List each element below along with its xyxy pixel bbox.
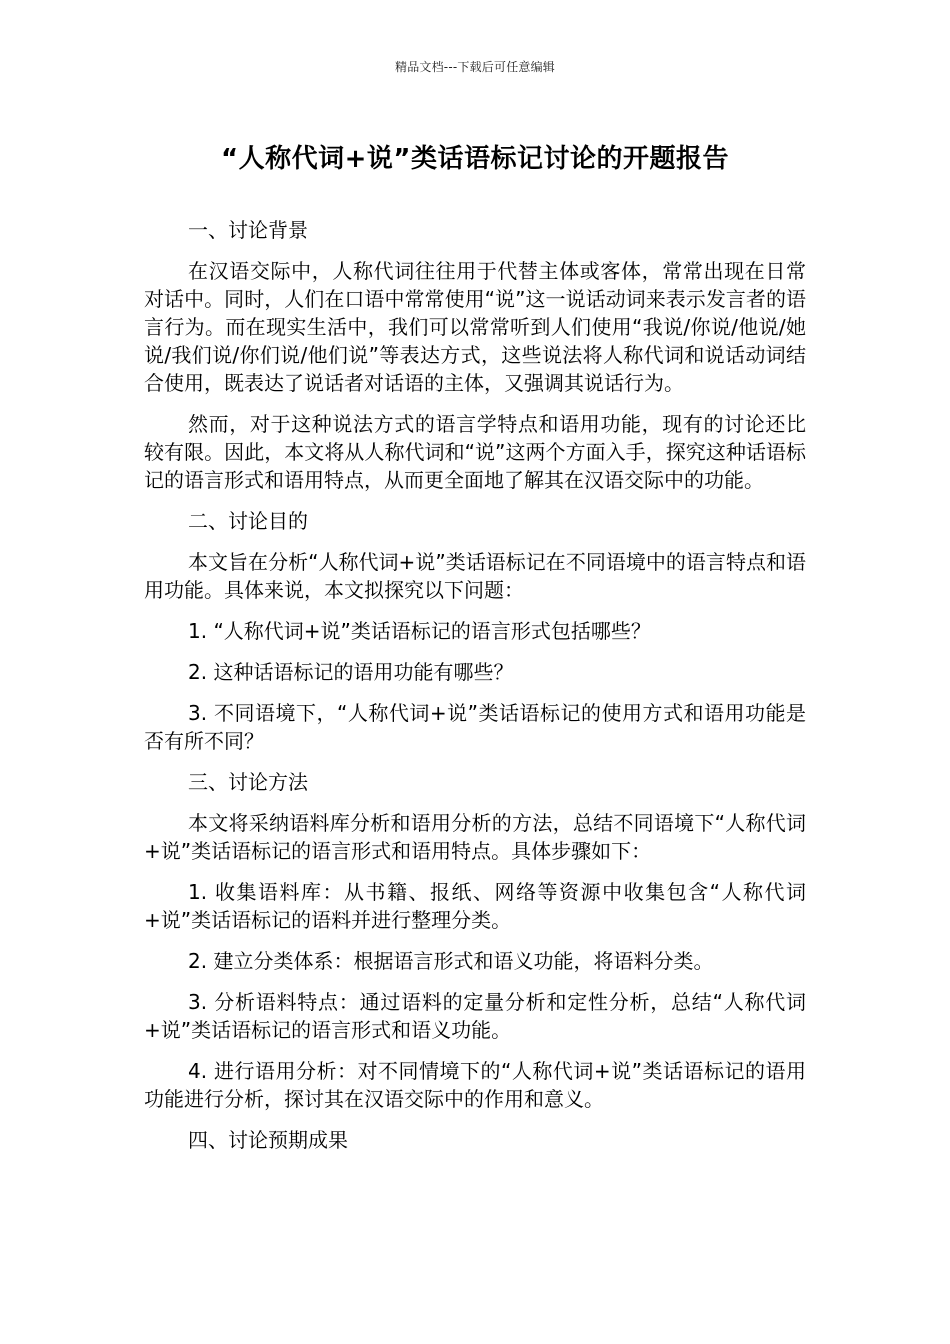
section-heading-method: 三、讨论方法	[188, 770, 308, 794]
header-note: 精品文档---下载后可任意编辑	[395, 60, 555, 74]
question-item-2: 2. 这种话语标记的语用功能有哪些？	[188, 660, 514, 684]
section-heading-purpose: 二、讨论目的	[188, 509, 308, 533]
document-title: “人称代词+说”类话语标记讨论的开题报告	[221, 144, 729, 174]
method-step-3: 3. 分析语料特点：通过语料的定量分析和定性分析，总结“人称代词+说”类话语标记的语言形式和语义功能。	[144, 990, 806, 1042]
paragraph-method: 本文将采纳语料库分析和语用分析的方法，总结不同语境下“人称代词+说”类话语标记的语言形式和语用特点。具体步骤如下：	[144, 811, 806, 863]
question-item-3: 3. 不同语境下，“人称代词+说”类话语标记的使用方式和语用功能是否有所不同？	[144, 701, 806, 753]
question-item-1: 1. “人称代词+说”类话语标记的语言形式包括哪些？	[188, 619, 651, 643]
method-step-4: 4. 进行语用分析：对不同情境下的“人称代词+说”类话语标记的语用功能进行分析，探讨其在汉语交际中的作用和意义。	[144, 1059, 806, 1111]
method-step-2: 2. 建立分类体系：根据语言形式和语义功能，将语料分类。	[188, 949, 714, 973]
paragraph-background-2: 然而，对于这种说法方式的语言学特点和语用功能，现有的讨论还比较有限。因此，本文将从人称代词和“说”这两个方面入手，探究这种话语标记的语言形式和语用特点，从而更全面地了解其在汉语交际中的功能。	[144, 412, 806, 492]
method-step-1: 1. 收集语料库：从书籍、报纸、网络等资源中收集包含“人称代词+说”类话语标记的语料并进行整理分类。	[144, 880, 806, 932]
paragraph-background-1: 在汉语交际中，人称代词往往用于代替主体或客体，常常出现在日常对话中。同时，人们在口语中常常使用“说”这一说话动词来表示发言者的语言行为。而在现实生活中，我们可以常常听到人们使用“我说/你说/他说/她说/我们说/你们说/他们说”等表达方式，这些说法将人称代词和说话动词结合使用，既表达了说话者对话语的主体，又强调其说话行为。	[144, 259, 806, 395]
section-heading-expected-results: 四、讨论预期成果	[188, 1128, 348, 1152]
paragraph-purpose: 本文旨在分析“人称代词+说”类话语标记在不同语境中的语言特点和语用功能。具体来说，本文拟探究以下问题：	[144, 550, 806, 602]
document-body	[144, 216, 806, 1167]
section-heading-background: 一、讨论背景	[188, 218, 308, 242]
